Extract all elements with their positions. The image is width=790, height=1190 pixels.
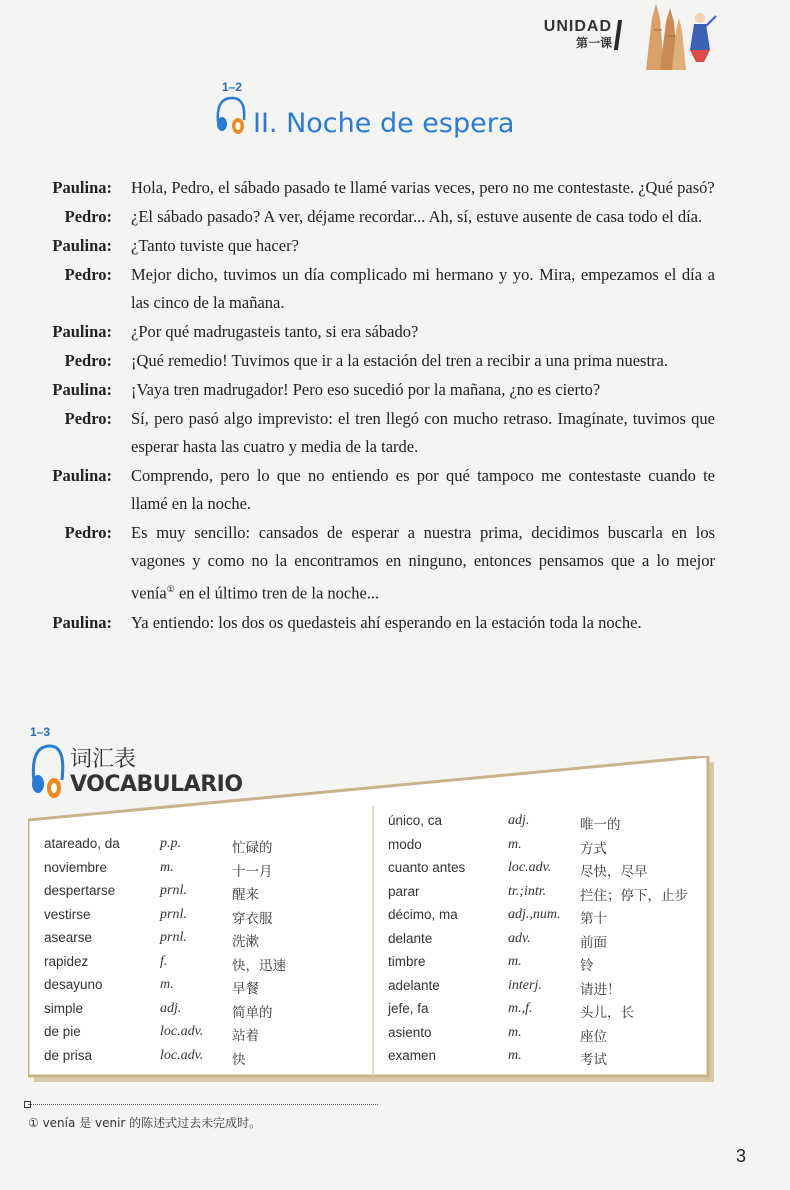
- vocab-meaning: 座位: [580, 1028, 607, 1045]
- dialogue-line: [0, 462, 790, 518]
- vocab-grammar: loc.adv.: [160, 1047, 204, 1063]
- vocab-entry: [44, 860, 374, 884]
- dialogue-line: [0, 347, 790, 375]
- vocab-entry: [44, 1001, 374, 1025]
- vocab-word: parar: [388, 883, 420, 899]
- headphone-icon: [28, 738, 68, 802]
- vocab-meaning: 铃: [580, 958, 594, 974]
- vocab-grammar: adj.: [508, 813, 530, 828]
- vocab-grammar: m.,f.: [508, 1001, 533, 1016]
- vocab-entry: [44, 930, 374, 954]
- speech-text: ¿El sábado pasado? A ver, déjame recordar... Ah, sí, estuve ausente de casa todo el día.: [131, 207, 703, 226]
- vocab-grammar: f.: [160, 953, 168, 969]
- vocab-grammar: loc.adv.: [160, 1024, 204, 1039]
- vocab-word: jefe, fa: [388, 1001, 429, 1016]
- vocab-word: vestirse: [44, 906, 91, 922]
- vocab-word: simple: [44, 1000, 84, 1016]
- vocab-word: despertarse: [44, 883, 116, 898]
- speaker-name: Pedro:: [64, 523, 112, 542]
- vocab-grammar: prnl.: [160, 930, 187, 945]
- vocab-list-left: [44, 836, 374, 1071]
- vocab-grammar: interj.: [508, 977, 542, 993]
- speech-text: ¿Tanto tuviste que hacer?: [131, 236, 299, 255]
- vocab-entry: [388, 860, 718, 884]
- vocab-entry: [388, 1001, 718, 1025]
- speaker-name: Paulina:: [52, 612, 112, 632]
- lesson-label: 第一课: [575, 36, 612, 50]
- vocab-entry: [388, 978, 718, 1002]
- vocab-word: de pie: [44, 1024, 81, 1039]
- dialogue-line: [0, 232, 790, 260]
- vocab-meaning: 尽快，尽早: [580, 864, 648, 880]
- page-number: 3: [736, 1146, 747, 1166]
- speaker-name: Pedro:: [64, 351, 112, 370]
- vocab-entry: [388, 1025, 718, 1049]
- vocab-word: cuanto antes: [388, 860, 466, 875]
- vocab-meaning: 站着: [232, 1028, 259, 1044]
- vocab-meaning: 快，迅速: [232, 957, 286, 974]
- vocab-grammar: prnl.: [160, 906, 187, 922]
- vocab-word: noviembre: [44, 859, 108, 875]
- dialogue-line: [0, 609, 790, 637]
- speech-text: Hola, Pedro, el sábado pasado te llamé varias veces, pero no me contestaste. ¿Qué pasó?: [131, 178, 715, 197]
- vocab-entry: [388, 837, 718, 861]
- speech-text: [131, 519, 715, 608]
- dialogue-line: [0, 376, 790, 404]
- vocab-list-right: [388, 813, 718, 1072]
- vocab-word: rapidez: [44, 953, 89, 969]
- vocab-meaning: 第十: [580, 911, 607, 927]
- vocab-grammar: m.: [508, 836, 522, 852]
- dialogue: [0, 174, 790, 637]
- vocab-grammar: tr.;intr.: [508, 883, 547, 899]
- vocab-meaning: 醒来: [232, 887, 259, 903]
- speaker-name: Pedro:: [64, 207, 112, 226]
- vocab-meaning: 请进！: [580, 981, 621, 998]
- speaker-name: Paulina:: [52, 178, 112, 197]
- vocab-word: desayuno: [44, 977, 103, 992]
- dialogue-line: [0, 519, 790, 608]
- dialogue-line: [0, 203, 790, 231]
- vocab-meaning: 快: [232, 1051, 246, 1068]
- speech-text-part: en el último tren de la noche...: [174, 583, 380, 603]
- vocab-entry: [44, 836, 374, 860]
- vocab-grammar: p.p.: [160, 836, 181, 851]
- vocab-word: adelante: [388, 977, 440, 993]
- vocab-entry: [44, 1048, 374, 1072]
- vocab-word: asearse: [44, 930, 93, 945]
- audio-track-number: 1–2: [222, 80, 243, 94]
- vocab-audio-number: 1–3: [30, 725, 51, 739]
- speaker-name: Paulina:: [52, 466, 112, 485]
- vocab-word: de prisa: [44, 1047, 93, 1063]
- vocab-grammar: prnl.: [160, 883, 187, 898]
- vocab-entry: [44, 1024, 374, 1048]
- vocab-word: décimo, ma: [388, 907, 458, 922]
- vocab-entry: [44, 977, 374, 1001]
- vocab-meaning: 拦住；停下，止步: [580, 887, 688, 904]
- vocab-meaning: 简单的: [232, 1004, 273, 1021]
- vocab-grammar: adv.: [508, 930, 531, 946]
- vocab-meaning: 穿衣服: [232, 910, 273, 927]
- vocab-title-es: VOCABULARIO: [70, 772, 243, 797]
- speaker-name: Paulina:: [52, 380, 112, 399]
- vocab-meaning: 十一月: [232, 863, 273, 880]
- vocab-meaning: 洗漱: [232, 934, 259, 950]
- footnote-text: ① venía 是 venir 的陈述式过去未完成时。: [28, 1116, 262, 1130]
- speech-text: Ya entiendo: los dos os quedasteis ahí esperando en la estación toda la noche.: [131, 612, 642, 632]
- vocab-grammar: m.: [508, 1024, 522, 1040]
- speaker-name: Paulina:: [52, 236, 112, 255]
- vocab-title-cn: 词汇表: [70, 747, 137, 772]
- dialogue-line: [0, 174, 790, 202]
- vocab-word: timbre: [388, 954, 426, 969]
- speech-text: ¡Vaya tren madrugador! Pero eso sucedió por la mañana, ¿no es cierto?: [131, 380, 601, 399]
- vocab-word: atareado, da: [44, 836, 120, 851]
- vocab-word: examen: [388, 1048, 437, 1063]
- headphone-icon: [212, 92, 248, 136]
- speech-text: ¿Por qué madrugasteis tanto, si era sábado?: [131, 322, 419, 341]
- vocab-meaning: 考试: [580, 1052, 607, 1068]
- vocab-word: modo: [388, 836, 422, 852]
- dialogue-line: [0, 261, 790, 317]
- speech-text: Mejor dicho, tuvimos un día complicado mi hermano y yo. Mira, empezamos el día a las cinco de la mañana.: [131, 265, 715, 312]
- vocab-grammar: adj.,num.: [508, 907, 561, 922]
- vocab-word: delante: [388, 930, 433, 946]
- vocab-meaning: 忙碌的: [232, 840, 273, 856]
- vocab-entry: [388, 1048, 718, 1072]
- vocab-entry: [44, 954, 374, 978]
- vocab-meaning: 头儿，长: [580, 1005, 634, 1021]
- dialogue-line: [0, 405, 790, 461]
- vocab-meaning: 前面: [580, 934, 607, 951]
- speech-text: ¡Qué remedio! Tuvimos que ir a la estación del tren a recibir a una prima nuestra.: [131, 351, 668, 370]
- vocab-entry: [388, 813, 718, 837]
- vocab-meaning: 早餐: [232, 981, 259, 997]
- dialogue-line: [0, 318, 790, 346]
- sagrada-familia-illustration-icon: [638, 0, 718, 70]
- footnote-marker[interactable]: ①: [166, 584, 175, 594]
- vocab-meaning: 方式: [580, 840, 607, 857]
- vocab-entry: [388, 931, 718, 955]
- speech-text: Sí, pero pasó algo imprevisto: el tren llegó con mucho retraso. Imagínate, tuvimos que esperar hasta las cuatro y media de la tarde.: [131, 409, 715, 456]
- speech-text: Comprendo, pero lo que no entiendo es por qué tampoco me contestaste cuando te llamé en la noche.: [131, 466, 715, 513]
- vocab-grammar: m.: [160, 859, 174, 875]
- vocab-word: asiento: [388, 1024, 432, 1040]
- header-divider: [614, 20, 622, 50]
- unit-header: [544, 18, 612, 51]
- vocab-grammar: m.: [160, 977, 174, 992]
- unit-label: UNIDAD: [543, 18, 612, 35]
- vocab-word: único, ca: [388, 813, 443, 828]
- speech-text-part: Es muy sencillo: cansados de esperar a nuestra prima, decidimos buscarla en los vagones y como no la encontramos en ninguno, entonces pensamos que a lo mejor venía: [131, 523, 715, 603]
- vocab-grammar: adj.: [160, 1000, 182, 1016]
- vocab-grammar: m.: [508, 1048, 522, 1063]
- section-title: II. Noche de espera: [253, 108, 515, 139]
- footnote-divider: [28, 1104, 378, 1105]
- vocab-entry: [44, 883, 374, 907]
- speaker-name: Pedro:: [64, 409, 112, 428]
- speaker-name: Paulina:: [52, 322, 112, 341]
- vocab-entry: [388, 884, 718, 908]
- vocab-grammar: m.: [508, 954, 522, 969]
- vocab-entry: [388, 954, 718, 978]
- vocab-entry: [44, 907, 374, 931]
- vocab-meaning: 唯一的: [580, 817, 621, 833]
- speaker-name: Pedro:: [64, 265, 112, 284]
- vocab-grammar: loc.adv.: [508, 860, 552, 875]
- vocab-entry: [388, 907, 718, 931]
